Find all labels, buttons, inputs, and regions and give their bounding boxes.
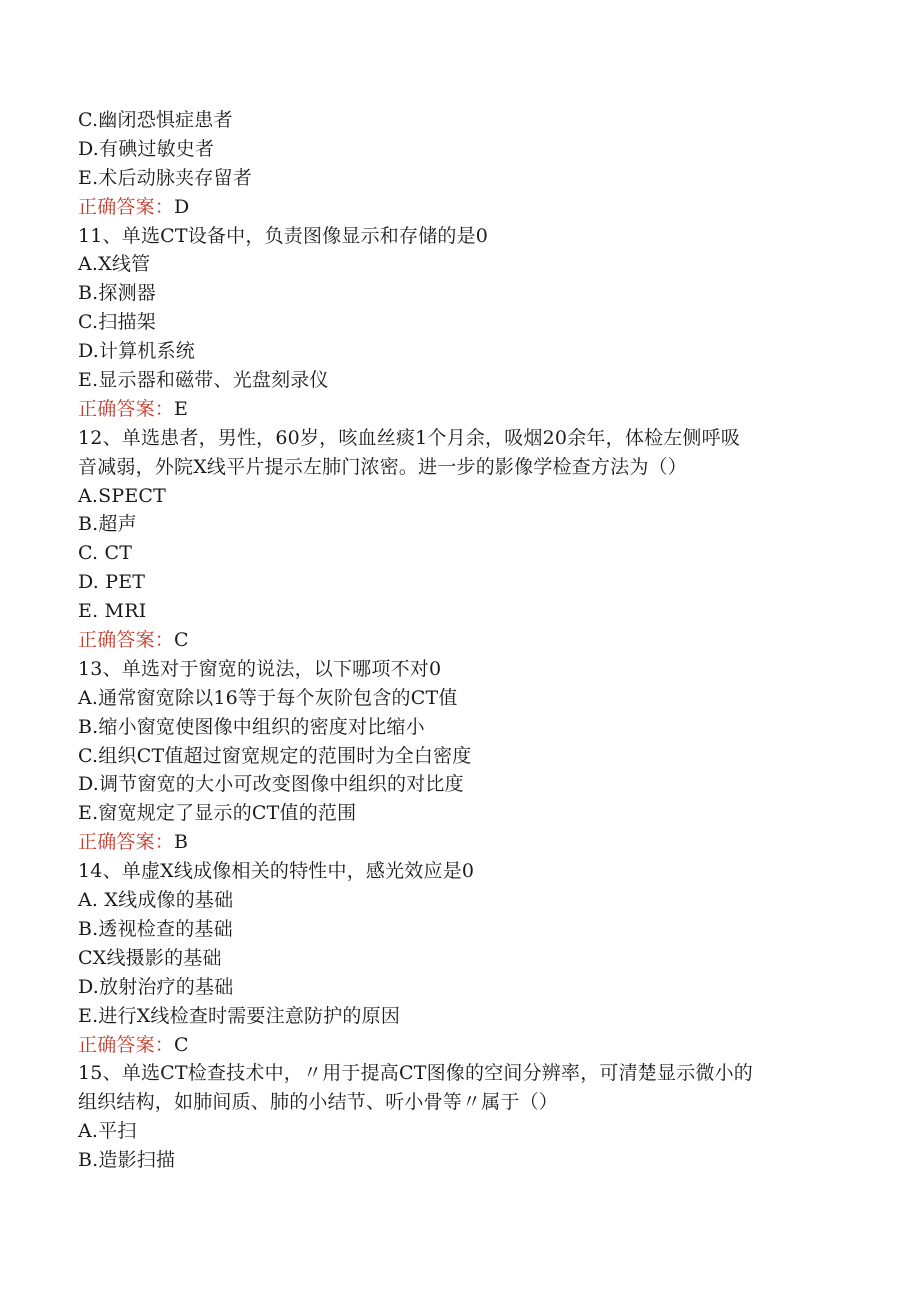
answer-value: E xyxy=(174,397,189,420)
answer-value: B xyxy=(174,831,189,854)
option-d: D.有碘过敏史者 xyxy=(78,137,215,160)
answer-label: 正确答案： xyxy=(78,629,175,652)
option-e: E.进行X线检查时需要注意防护的原因 xyxy=(78,1004,401,1027)
question-stem: 14、单虚X线成像相关的特性中，感光效应是0 xyxy=(78,860,475,883)
option-d: D.放射治疗的基础 xyxy=(78,975,234,998)
option-c: CX线摄影的基础 xyxy=(78,946,222,969)
question-stem-continued: 音减弱，外院X线平片提示左肺门浓密。进一步的影像学检查方法为（） xyxy=(78,455,687,478)
exam-page xyxy=(78,106,838,1175)
option-a: A.X线管 xyxy=(78,253,151,276)
option-a: A.平扫 xyxy=(78,1120,137,1143)
answer-label: 正确答案： xyxy=(78,831,175,854)
answer-line xyxy=(78,626,838,655)
option-b: B.探测器 xyxy=(78,282,157,305)
answer-label: 正确答案： xyxy=(78,397,175,420)
option-d: D.计算机系统 xyxy=(78,340,195,363)
option-c: C.组织CT值超过窗宽规定的范围时为全白密度 xyxy=(78,744,472,767)
answer-line xyxy=(78,828,838,857)
answer-label: 正确答案： xyxy=(78,1033,175,1056)
option-b: B.超声 xyxy=(78,513,137,536)
option-e: E. MRI xyxy=(78,600,147,623)
question-stem: 15、单选CT检查技术中，〃用于提高CT图像的空间分辨率，可清楚显示微小的 xyxy=(78,1062,753,1085)
option-d: D.调节窗宽的大小可改变图像中组织的对比度 xyxy=(78,773,464,796)
option-d: D. PET xyxy=(78,571,146,594)
option-e: E.窗宽规定了显示的CT值的范围 xyxy=(78,802,357,825)
option-c: C. CT xyxy=(78,542,133,565)
answer-line xyxy=(78,193,838,222)
option-a: A.SPECT xyxy=(78,484,167,507)
answer-line xyxy=(78,1031,838,1060)
option-b: B.透视检查的基础 xyxy=(78,917,233,940)
question-stem: 11、单选CT设备中，负责图像显示和存储的是0 xyxy=(78,224,489,247)
option-e: E.术后动脉夹存留者 xyxy=(78,166,252,189)
option-c: C.幽闭恐惧症患者 xyxy=(78,109,233,131)
answer-label: 正确答案： xyxy=(78,195,175,218)
option-e: E.显示器和磁带、光盘刻录仪 xyxy=(78,369,329,392)
option-c: C.扫描架 xyxy=(78,311,156,334)
option-a: A. X线成像的基础 xyxy=(78,889,234,912)
answer-line xyxy=(78,395,838,424)
answer-value: C xyxy=(174,629,189,652)
option-b: B.造影扫描 xyxy=(78,1149,176,1172)
answer-value: D xyxy=(174,195,190,218)
option-a: A.通常窗宽除以16等于每个灰阶包含的CT值 xyxy=(78,686,458,709)
question-stem: 13、单选对于窗宽的说法，以下哪项不对0 xyxy=(78,657,442,680)
option-b: B.缩小窗宽使图像中组织的密度对比缩小 xyxy=(78,715,425,738)
answer-value: C xyxy=(174,1033,189,1056)
question-stem: 12、单选患者，男性，60岁，咳血丝痰1个月余，吸烟20余年，体检左侧呼吸 xyxy=(78,426,741,449)
question-stem-continued: 组织结构，如肺间质、肺的小结节、听小骨等〃属于（） xyxy=(78,1091,559,1114)
